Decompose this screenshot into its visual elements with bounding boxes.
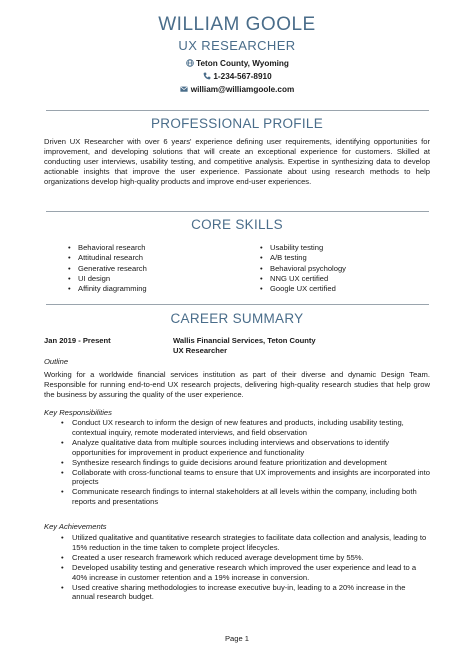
list-item: • Utilized qualitative and quantitative research strategies to facilitate data collection and analysis, leading to 15% reduction in the time taken to complete project lifecycles. xyxy=(72,533,430,553)
job-company: Wallis Financial Services, Teton County xyxy=(173,336,316,345)
skills-right-list xyxy=(270,243,346,294)
list-item: • Analyze qualitative data from multiple sources including interviews and observations to identify opportunities for improvement in product experience and functionality xyxy=(72,438,430,458)
outline-label: Outline xyxy=(44,357,69,366)
envelope-icon xyxy=(180,85,189,93)
skill-item: • Usability testing xyxy=(270,243,346,253)
section-heading-skills: CORE SKILLS xyxy=(191,217,283,232)
list-item: • Created a user research framework which reduced average development time by 55%. xyxy=(72,553,430,563)
list-item: • Collaborate with cross-functional teams to ensure that UX improvements and insights are incorporated into projects xyxy=(72,468,430,488)
divider xyxy=(46,110,429,111)
page-number: Page 1 xyxy=(224,634,250,643)
job-dates: Jan 2019 - Present xyxy=(44,336,111,345)
skill-item: • Affinity diagramming xyxy=(78,284,147,294)
email-line xyxy=(0,85,474,94)
achievements-list xyxy=(72,533,430,602)
skills-left-list xyxy=(78,243,147,294)
list-item: • Synthesize research findings to guide decisions around feature prioritization and development xyxy=(72,458,430,468)
section-heading-profile: PROFESSIONAL PROFILE xyxy=(150,116,324,131)
skill-item: • NNG UX certified xyxy=(270,274,346,284)
achievements-label: Key Achievements xyxy=(44,522,107,531)
candidate-name: WILLIAM GOOLE xyxy=(158,14,316,35)
section-heading-career: CAREER SUMMARY xyxy=(170,311,304,326)
skill-item: • Behavioral research xyxy=(78,243,147,253)
skill-item: • A/B testing xyxy=(270,253,346,263)
location-line xyxy=(0,59,474,68)
list-item: • Conduct UX research to inform the design of new features and products, including usability testing, contextual inquiry, remote moderated interviews, and field observation xyxy=(72,418,430,438)
job-role: UX Researcher xyxy=(173,346,228,355)
location-text: Teton County, Wyoming xyxy=(196,59,289,68)
skill-item: • Generative research xyxy=(78,264,147,274)
job-outline: Working for a worldwide financial services institution as part of their diverse and dynamic Design Team. Responsible for running end-to-end UX research projects, delivering high-quality research studies that help grow the business by assuring the quality of the user experience. xyxy=(44,370,430,399)
responsibilities-list xyxy=(72,418,430,507)
skill-item: • Attitudinal research xyxy=(78,253,147,263)
candidate-title: UX RESEARCHER xyxy=(178,38,296,53)
phone-text[interactable]: 1-234-567-8910 xyxy=(213,72,272,81)
skill-item: • UI design xyxy=(78,274,147,284)
list-item: • Communicate research findings to internal stakeholders at all levels within the company, including both reports and presentations xyxy=(72,487,430,507)
skill-item: • Google UX certified xyxy=(270,284,346,294)
globe-icon xyxy=(185,59,194,67)
profile-summary: Driven UX Researcher with over 6 years' experience defining user requirements, identifying opportunities for improvement, and developing solutions that will create an exceptional experience for customers. Skilled at conducting user interviews, usability testing, and competitive analysis. Expertise in synthesizing data to develop actionable insights that improve the user experience. Passionate about using research methods to help organizations develop high-quality products and improve end-user experiences. xyxy=(44,137,430,186)
divider xyxy=(46,211,429,212)
phone-line xyxy=(0,72,474,81)
list-item: • Developed usability testing and generative research which improved the user experience and lead to a 40% increase in customer retention and a 19% increase in conversion. xyxy=(72,563,430,583)
phone-icon xyxy=(202,72,211,80)
divider xyxy=(46,304,429,305)
email-text[interactable]: william@williamgoole.com xyxy=(190,85,295,94)
responsibilities-label: Key Responsibilities xyxy=(44,408,112,417)
skill-item: • Behavioral psychology xyxy=(270,264,346,274)
list-item: • Used creative sharing methodologies to increase executive buy-in, leading to a 20% increase in the annual research budget. xyxy=(72,583,430,603)
